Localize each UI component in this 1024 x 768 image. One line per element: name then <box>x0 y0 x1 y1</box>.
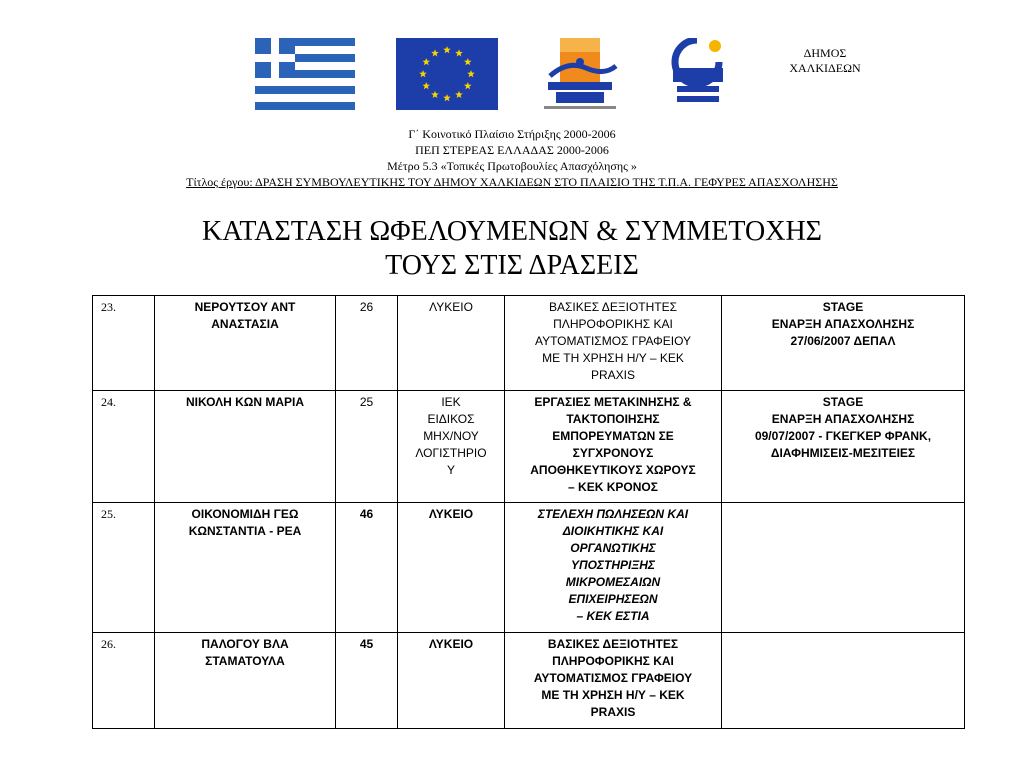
name-cell-line: ΚΩΝΣΤΑΝΤΙΑ - ΡΕΑ <box>188 524 302 538</box>
name-cell <box>155 296 336 391</box>
training-cell-line: – ΚΕΚ ΚΡΟΝΟΣ <box>568 480 658 494</box>
employment-status-cell-line: ΕΝΑΡΞΗ ΑΠΑΣΧΟΛΗΣΗΣ <box>771 412 915 426</box>
education-cell <box>398 633 505 729</box>
name-cell-line: ΑΝΑΣΤΑΣΙΑ <box>211 317 279 331</box>
education-cell-line: ΕΙΔΙΚΟΣ <box>427 412 475 426</box>
employment-status-cell-line: ΔΙΑΦΗΜΙΣΕΙΣ-ΜΕΣΙΤΕΙΕΣ <box>770 446 916 460</box>
employment-status-cell-line: STAGE <box>822 300 864 314</box>
training-cell-line: ΣΥΓΧΡΟΝΟΥΣ <box>572 446 654 460</box>
employment-status-cell-line: 09/07/2007 - ΓΚΕΓΚΕΡ ΦΡΑΝΚ, <box>754 429 932 443</box>
pep-stereas-elladas-logo <box>667 38 729 110</box>
training-cell-line: ΟΡΓΑΝΩΤΙΚΗΣ <box>570 541 656 555</box>
name-cell-line: ΝΕΡΟΥΤΣΟΥ ΑΝΤ <box>194 300 296 314</box>
training-cell <box>505 391 722 503</box>
municipality-line: ΧΑΛΚΙΔΕΩΝ <box>789 61 861 75</box>
training-cell-line: ΜΙΚΡΟΜΕΣΑΙΩΝ <box>565 575 661 589</box>
education-cell <box>398 391 505 503</box>
training-cell-line: PRAXIS <box>590 705 636 719</box>
program-info <box>0 126 1024 190</box>
training-cell-line: ΕΜΠΟΡΕΥΜΑΤΩΝ ΣΕ <box>552 429 674 443</box>
training-cell-line: ΥΠΟΣΤΗΡΙΞΗΣ <box>570 558 655 572</box>
page-title-line: ΤΟΥΣ ΣΤΙΣ ΔΡΑΣΕΙΣ <box>385 250 639 281</box>
table-row <box>93 296 965 391</box>
name-cell-line: ΝΙΚΟΛΗ ΚΩΝ ΜΑΡΙΑ <box>185 395 305 409</box>
employment-status-cell <box>722 503 965 633</box>
name-cell <box>155 633 336 729</box>
education-cell <box>398 503 505 633</box>
training-cell-line: ΒΑΣΙΚΕΣ ΔΕΞΙΟΤΗΤΕΣ <box>547 637 679 651</box>
training-cell-line: ΤΑΚΤΟΠΟΙΗΣΗΣ <box>566 412 660 426</box>
training-cell-line: ΕΠΙΧΕΙΡΗΣΕΩΝ <box>568 592 658 606</box>
training-cell-line: ΒΑΣΙΚΕΣ ΔΕΞΙΟΤΗΤΕΣ <box>548 300 678 314</box>
education-cell-line: ΛΥΚΕΙΟ <box>429 300 473 314</box>
name-cell <box>155 503 336 633</box>
training-cell-line: ΜΕ ΤΗ ΧΡΗΣΗ Η/Υ – ΚΕΚ <box>541 688 685 702</box>
age-cell: 46 <box>336 503 398 633</box>
program-operational: ΠΕΠ ΣΤΕΡΕΑΣ ΕΛΛΑΔΑΣ 2000-2006 <box>415 143 609 157</box>
ellada-2008-logo <box>528 38 630 112</box>
project-label: Τίτλος έργου: <box>186 175 256 189</box>
name-cell <box>155 391 336 503</box>
education-cell-line: ΛΥΚΕΙΟ <box>428 637 474 651</box>
education-cell-line: Υ <box>446 463 455 477</box>
table-row <box>93 633 965 729</box>
municipality-name <box>770 46 880 76</box>
row-number-cell: 26. <box>93 633 155 729</box>
program-framework: Γ΄ Κοινοτικό Πλαίσιο Στήριξης 2000-2006 <box>408 127 616 141</box>
employment-status-cell-line: 27/06/2007 ΔΕΠΑΛ <box>790 334 896 348</box>
training-cell-line: ΑΠΟΘΗΚΕΥΤΙΚΟΥΣ ΧΩΡΟΥΣ <box>530 463 696 477</box>
education-cell-line: ΙΕΚ <box>441 395 461 409</box>
training-cell-line: ΑΥΤΟΜΑΤΙΣΜΟΣ ΓΡΑΦΕΙΟΥ <box>533 671 693 685</box>
education-cell-line: ΜΗΧ/ΝΟΥ <box>423 429 479 443</box>
training-cell-line: ΣΤΕΛΕΧΗ ΠΩΛΗΣΕΩΝ ΚΑΙ <box>537 507 689 521</box>
greek-flag-icon <box>255 38 355 110</box>
page-title-line: ΚΑΤΑΣΤΑΣΗ ΩΦΕΛΟΥΜΕΝΩΝ & ΣΥΜΜΕΤΟΧΗΣ <box>202 216 822 247</box>
municipality-line: ΔΗΜΟΣ <box>803 46 847 60</box>
name-cell-line: ΣΤΑΜΑΤΟΥΛΑ <box>205 654 285 668</box>
age-cell: 26 <box>336 296 398 391</box>
training-cell-line: ΜΕ ΤΗ ΧΡΗΣΗ Η/Υ – ΚΕΚ <box>542 351 684 365</box>
project-title-line <box>0 174 1024 190</box>
name-cell-line: ΟΙΚΟΝΟΜΙΔΗ ΓΕΩ <box>191 507 299 521</box>
page-title <box>0 215 1024 283</box>
employment-status-cell <box>722 296 965 391</box>
training-cell-line: ΠΛΗΡΟΦΟΡΙΚΗΣ ΚΑΙ <box>552 654 674 668</box>
training-cell-line: ΕΡΓΑΣΙΕΣ ΜΕΤΑΚΙΝΗΣΗΣ & <box>534 395 692 409</box>
beneficiaries-table <box>92 295 965 729</box>
education-cell <box>398 296 505 391</box>
training-cell-line: ΑΥΤΟΜΑΤΙΣΜΟΣ ΓΡΑΦΕΙΟΥ <box>534 334 692 348</box>
age-cell: 45 <box>336 633 398 729</box>
row-number-cell: 25. <box>93 503 155 633</box>
row-number-cell: 23. <box>93 296 155 391</box>
eu-flag-icon <box>396 38 498 110</box>
education-cell-line: ΛΥΚΕΙΟ <box>428 507 474 521</box>
row-number-cell: 24. <box>93 391 155 503</box>
training-cell-line: PRAXIS <box>590 368 635 382</box>
training-cell-line: ΔΙΟΙΚΗΤΙΚΗΣ ΚΑΙ <box>562 524 664 538</box>
employment-status-cell <box>722 391 965 503</box>
table-row <box>93 391 965 503</box>
table-row <box>93 503 965 633</box>
training-cell-line: ΠΛΗΡΟΦΟΡΙΚΗΣ ΚΑΙ <box>553 317 673 331</box>
employment-status-cell <box>722 633 965 729</box>
training-cell <box>505 633 722 729</box>
education-cell-line: ΛΟΓΙΣΤΗΡΙΟ <box>415 446 487 460</box>
age-cell: 25 <box>336 391 398 503</box>
program-measure: Μέτρο 5.3 «Τοπικές Πρωτοβουλίες Απασχόλησης » <box>387 159 637 173</box>
training-cell <box>505 503 722 633</box>
training-cell <box>505 296 722 391</box>
name-cell-line: ΠΑΛΟΓΟΥ ΒΛΑ <box>201 637 289 651</box>
project-title: ΔΡΑΣΗ ΣΥΜΒΟΥΛΕΥΤΙΚΗΣ ΤΟΥ ΔΗΜΟΥ ΧΑΛΚΙΔΕΩΝ ΣΤΟ ΠΛΑΙΣΙΟ ΤΗΣ Τ.Π.Α. ΓΕΦΥΡΕΣ ΑΠΑΣΧΟΛΗΣΗΣ <box>255 175 838 189</box>
employment-status-cell-line: ΕΝΑΡΞΗ ΑΠΑΣΧΟΛΗΣΗΣ <box>771 317 915 331</box>
employment-status-cell-line: STAGE <box>822 395 864 409</box>
training-cell-line: – ΚΕΚ ΕΣΤΙΑ <box>576 609 650 623</box>
